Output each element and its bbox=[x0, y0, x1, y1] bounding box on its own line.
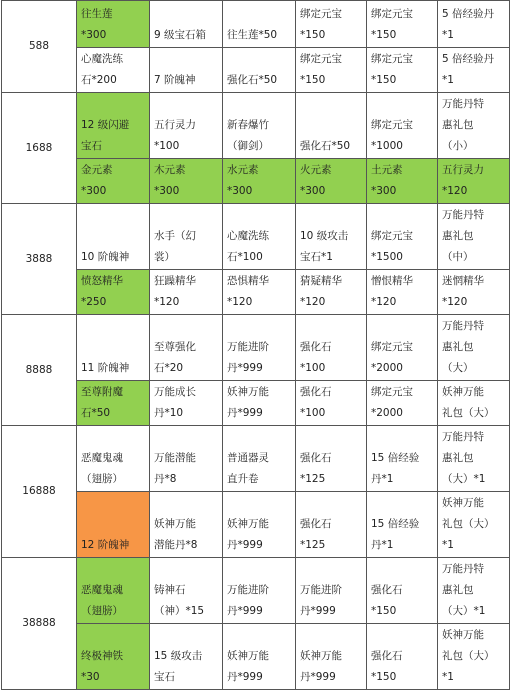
reward-text: 心魔洗练 石*100 bbox=[227, 230, 269, 263]
reward-text: 强化石*50 bbox=[300, 140, 351, 152]
reward-text: 5 倍经验丹 *1 bbox=[442, 8, 495, 41]
reward-cell bbox=[223, 315, 296, 381]
reward-cell bbox=[367, 381, 438, 426]
reward-cell bbox=[438, 270, 510, 315]
table-row bbox=[2, 315, 510, 381]
reward-cell bbox=[296, 204, 367, 270]
reward-text: 万能潜能 丹*8 bbox=[154, 452, 196, 485]
reward-text: 15 倍经验 丹*1 bbox=[371, 518, 420, 551]
reward-cell bbox=[150, 315, 223, 381]
reward-cell bbox=[77, 624, 150, 690]
reward-text: 五行灵力 *120 bbox=[442, 164, 484, 197]
reward-text: 猜疑精华 *120 bbox=[300, 275, 342, 308]
table-row bbox=[2, 1, 510, 48]
reward-text: 妖神万能 丹*999 bbox=[227, 386, 269, 419]
reward-cell bbox=[150, 426, 223, 492]
reward-cell bbox=[77, 48, 150, 93]
reward-cell bbox=[367, 159, 438, 204]
reward-text: 万能进阶 丹*999 bbox=[300, 584, 342, 617]
reward-cell bbox=[296, 381, 367, 426]
reward-text: 9 级宝石箱 bbox=[154, 29, 207, 41]
reward-cell bbox=[438, 381, 510, 426]
table-row bbox=[2, 381, 510, 426]
reward-text: 终极神铁 *30 bbox=[81, 650, 123, 683]
reward-cell bbox=[223, 426, 296, 492]
reward-text: 12 级闪避 宝石 bbox=[81, 119, 130, 152]
reward-cell bbox=[77, 270, 150, 315]
reward-cell bbox=[77, 492, 150, 558]
reward-cell bbox=[438, 624, 510, 690]
reward-cell bbox=[296, 1, 367, 48]
reward-cell bbox=[223, 270, 296, 315]
reward-text: 强化石 *125 bbox=[300, 518, 332, 551]
reward-cell bbox=[367, 1, 438, 48]
reward-cell bbox=[150, 204, 223, 270]
reward-cell bbox=[296, 315, 367, 381]
tier-amount-cell: 38888 bbox=[2, 558, 77, 690]
reward-text: 10 级攻击 宝石*1 bbox=[300, 230, 349, 263]
reward-cell bbox=[223, 381, 296, 426]
reward-cell bbox=[150, 624, 223, 690]
table-row bbox=[2, 624, 510, 690]
reward-text: 心魔洗练 石*200 bbox=[81, 53, 123, 86]
reward-cell bbox=[367, 48, 438, 93]
reward-text: 10 阶魄神 bbox=[81, 251, 130, 263]
reward-text: 万能丹特 惠礼包 （大）*1 bbox=[442, 431, 486, 485]
table-row bbox=[2, 426, 510, 492]
reward-text: 12 阶魄神 bbox=[81, 539, 130, 551]
tier-amount-cell: 8888 bbox=[2, 315, 77, 426]
reward-text: 万能丹特 惠礼包 （大）*1 bbox=[442, 563, 486, 617]
reward-text: 强化石 *150 bbox=[371, 650, 403, 683]
reward-cell bbox=[296, 492, 367, 558]
reward-cell bbox=[438, 492, 510, 558]
reward-cell bbox=[367, 624, 438, 690]
reward-cell bbox=[77, 558, 150, 624]
reward-text: 迷惘精华 *120 bbox=[442, 275, 484, 308]
reward-text: 金元素 *300 bbox=[81, 164, 113, 197]
reward-text: 绑定元宝 *150 bbox=[300, 53, 342, 86]
reward-cell bbox=[296, 159, 367, 204]
reward-text: 妖神万能 丹*999 bbox=[227, 518, 269, 551]
reward-cell bbox=[223, 159, 296, 204]
reward-table bbox=[1, 0, 510, 690]
reward-cell bbox=[150, 558, 223, 624]
reward-text: 绑定元宝 *150 bbox=[371, 53, 413, 86]
reward-text: 妖神万能 礼包（大） *1 bbox=[442, 629, 495, 683]
reward-text: 绑定元宝 *2000 bbox=[371, 341, 413, 374]
reward-cell bbox=[296, 270, 367, 315]
reward-cell bbox=[438, 159, 510, 204]
reward-cell bbox=[438, 48, 510, 93]
reward-text: 强化石 *100 bbox=[300, 341, 332, 374]
reward-text: 强化石 *100 bbox=[300, 386, 332, 419]
reward-cell bbox=[367, 270, 438, 315]
reward-cell bbox=[223, 558, 296, 624]
reward-cell bbox=[296, 558, 367, 624]
table-row bbox=[2, 48, 510, 93]
reward-text: 万能进阶 丹*999 bbox=[227, 584, 269, 617]
reward-text: 狂躁精华 *120 bbox=[154, 275, 196, 308]
reward-cell bbox=[223, 93, 296, 159]
reward-cell bbox=[77, 426, 150, 492]
reward-text: 水手（幻 裳） bbox=[154, 230, 196, 263]
reward-text: 万能丹特 惠礼包 （小） bbox=[442, 98, 484, 152]
reward-cell bbox=[150, 93, 223, 159]
reward-cell bbox=[296, 426, 367, 492]
reward-text: 万能成长 丹*10 bbox=[154, 386, 196, 419]
table-row bbox=[2, 204, 510, 270]
reward-text: 水元素 *300 bbox=[227, 164, 259, 197]
reward-text: 普通器灵 直升卷 bbox=[227, 452, 269, 485]
reward-cell bbox=[296, 48, 367, 93]
tier-amount-cell: 16888 bbox=[2, 426, 77, 558]
table-row bbox=[2, 159, 510, 204]
reward-text: 恐惧精华 *120 bbox=[227, 275, 269, 308]
reward-cell bbox=[296, 93, 367, 159]
reward-text: 强化石 *150 bbox=[371, 584, 403, 617]
table-row bbox=[2, 270, 510, 315]
reward-text: 愤怒精华 *250 bbox=[81, 275, 123, 308]
reward-text: 妖神万能 丹*999 bbox=[300, 650, 342, 683]
reward-text: 至尊附魔 石*50 bbox=[81, 386, 123, 419]
table-row bbox=[2, 492, 510, 558]
reward-text: 妖神万能 丹*999 bbox=[227, 650, 269, 683]
reward-cell bbox=[223, 48, 296, 93]
reward-cell bbox=[438, 315, 510, 381]
reward-text: 绑定元宝 *2000 bbox=[371, 386, 413, 419]
reward-cell bbox=[77, 159, 150, 204]
reward-table-body bbox=[2, 1, 510, 690]
reward-text: 7 阶魄神 bbox=[154, 74, 196, 86]
reward-text: 妖神万能 礼包（大） *1 bbox=[442, 497, 495, 551]
reward-cell bbox=[367, 558, 438, 624]
reward-text: 万能丹特 惠礼包 （大） bbox=[442, 320, 484, 374]
reward-text: 11 阶魄神 bbox=[81, 362, 130, 374]
reward-text: 往生莲 *300 bbox=[81, 8, 113, 41]
reward-cell bbox=[367, 93, 438, 159]
reward-cell bbox=[367, 426, 438, 492]
tier-amount-cell: 588 bbox=[2, 1, 77, 93]
reward-text: 15 级攻击 宝石 bbox=[154, 650, 203, 683]
reward-text: 绑定元宝 *150 bbox=[300, 8, 342, 41]
reward-cell bbox=[223, 624, 296, 690]
reward-text: 新春爆竹 （御剑） bbox=[227, 119, 269, 152]
reward-text: 15 倍经验 丹*1 bbox=[371, 452, 420, 485]
reward-cell bbox=[223, 492, 296, 558]
reward-text: 万能丹特 惠礼包 （中） bbox=[442, 209, 484, 263]
reward-cell bbox=[150, 381, 223, 426]
reward-text: 憎恨精华 *120 bbox=[371, 275, 413, 308]
reward-cell bbox=[438, 558, 510, 624]
reward-text: 恶魔鬼魂 （翅膀） bbox=[81, 452, 123, 485]
reward-cell bbox=[223, 1, 296, 48]
reward-text: 妖神万能 礼包（大） bbox=[442, 386, 495, 419]
reward-cell bbox=[150, 270, 223, 315]
reward-text: 万能进阶 丹*999 bbox=[227, 341, 269, 374]
table-row bbox=[2, 93, 510, 159]
reward-cell bbox=[438, 93, 510, 159]
reward-text: 强化石 *125 bbox=[300, 452, 332, 485]
reward-text: 绑定元宝 *1500 bbox=[371, 230, 413, 263]
reward-cell bbox=[367, 492, 438, 558]
reward-cell bbox=[150, 492, 223, 558]
reward-cell bbox=[77, 315, 150, 381]
reward-text: 恶魔鬼魂 （翅膀） bbox=[81, 584, 123, 617]
reward-cell bbox=[150, 48, 223, 93]
reward-cell bbox=[77, 204, 150, 270]
table-row bbox=[2, 558, 510, 624]
reward-cell bbox=[367, 315, 438, 381]
reward-cell bbox=[296, 624, 367, 690]
reward-cell bbox=[150, 1, 223, 48]
reward-text: 往生莲*50 bbox=[227, 29, 278, 41]
tier-amount-cell: 3888 bbox=[2, 204, 77, 315]
reward-cell bbox=[438, 204, 510, 270]
reward-text: 至尊强化 石*20 bbox=[154, 341, 196, 374]
reward-text: 绑定元宝 *1000 bbox=[371, 119, 413, 152]
reward-cell bbox=[367, 204, 438, 270]
reward-text: 铸神石 （神）*15 bbox=[154, 584, 205, 617]
reward-text: 妖神万能 潜能丹*8 bbox=[154, 518, 198, 551]
reward-cell bbox=[438, 1, 510, 48]
reward-text: 绑定元宝 *150 bbox=[371, 8, 413, 41]
reward-cell bbox=[77, 1, 150, 48]
tier-amount-cell: 1688 bbox=[2, 93, 77, 204]
reward-text: 强化石*50 bbox=[227, 74, 278, 86]
reward-cell bbox=[150, 159, 223, 204]
reward-text: 土元素 *300 bbox=[371, 164, 403, 197]
reward-cell bbox=[223, 204, 296, 270]
reward-text: 火元素 *300 bbox=[300, 164, 332, 197]
reward-text: 木元素 *300 bbox=[154, 164, 186, 197]
reward-cell bbox=[438, 426, 510, 492]
reward-cell bbox=[77, 93, 150, 159]
reward-text: 五行灵力 *100 bbox=[154, 119, 196, 152]
reward-text: 5 倍经验丹 *1 bbox=[442, 53, 495, 86]
reward-cell bbox=[77, 381, 150, 426]
